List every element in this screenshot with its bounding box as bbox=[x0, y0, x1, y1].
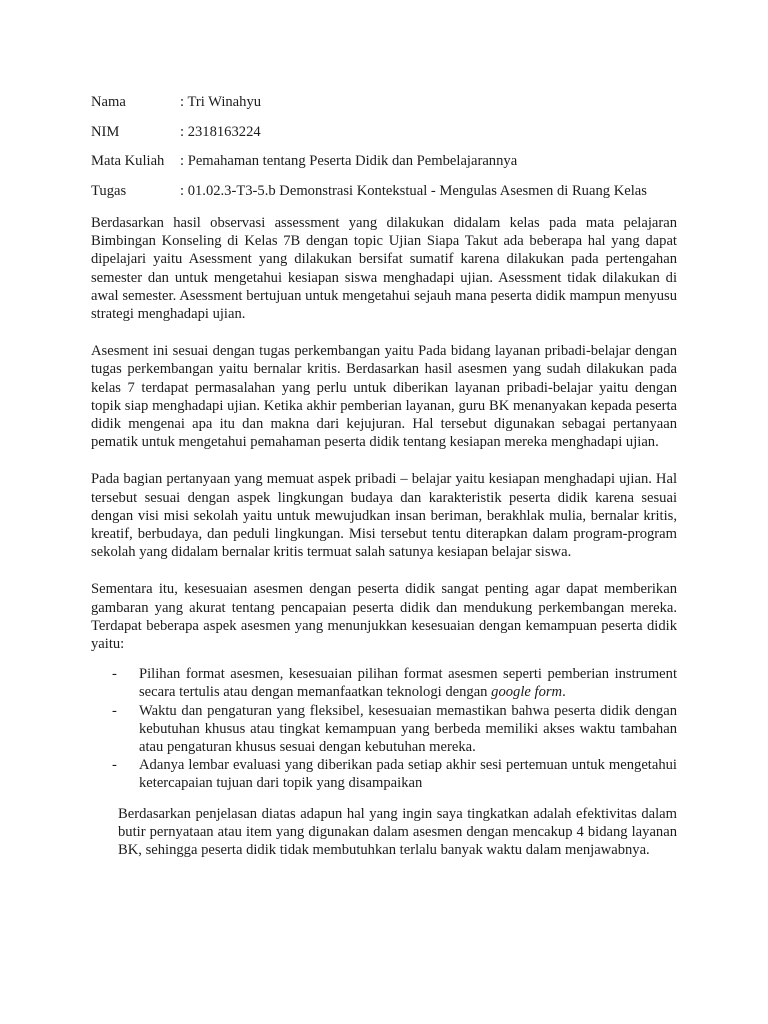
paragraph: Pada bagian pertanyaan yang memuat aspek pribadi – belajar yaitu kesiapan menghadapi ujian. Hal tersebut sesuai dengan aspek lingkungan budaya dan karakteristik peserta didik karena sesuai dengan visi misi sekolah yaitu untuk mewujudkan insan beriman, berakhlak mulia, bernalar kritis, kreatif, berbudaya, dan peduli lingkungan. Misi tersebut tentu diterapkan dalam program-program sekolah yang didalam bernalar kritis termuat salah satunya kesiapan belajar siswa. bbox=[91, 471, 677, 561]
list-item bbox=[91, 665, 677, 701]
bullet-list bbox=[91, 665, 677, 792]
bullet-text: Adanya lembar evaluasi yang diberikan pada setiap akhir sesi pertemuan untuk mengetahui ketercapaian tujuan dari topik yang disampaikan bbox=[139, 757, 677, 792]
header-row-nim bbox=[91, 123, 711, 153]
bullet-marker: - bbox=[112, 757, 117, 774]
header-label: Mata Kuliah bbox=[91, 153, 165, 169]
header-label: NIM bbox=[91, 123, 120, 140]
closing-paragraph: Berdasarkan penjelasan diatas adapun hal yang ingin saya tingkatkan adalah efektivitas dalam butir pernyataan atau item yang digunakan dalam asesmen dengan mencakup 4 bidang layanan BK, sehingga peserta didik tidak membutuhkan terlalu banyak waktu dalam menjawabnya. bbox=[118, 805, 677, 859]
identity-header bbox=[91, 93, 711, 211]
header-label: Tugas bbox=[91, 182, 127, 199]
header-label: Nama bbox=[91, 94, 126, 110]
header-value: : 2318163224 bbox=[180, 123, 261, 140]
list-item bbox=[91, 756, 677, 792]
bullet-text-italic: google form bbox=[491, 684, 563, 701]
bullet-text bbox=[139, 665, 677, 701]
bullet-marker: - bbox=[112, 666, 117, 683]
paragraph: Sementara itu, kesesuaian asesmen dengan peserta didik sangat penting agar dapat memberikan gambaran yang akurat tentang pencapaian peserta didik dan mendukung perkembangan mereka. Terdapat beberapa aspek asesmen yang menunjukkan kesesuaian dengan kemampuan peserta didik yaitu: bbox=[91, 581, 677, 653]
header-value: : 01.02.3-T3-5.b Demonstrasi Kontekstual - Mengulas Asesmen di Ruang Kelas bbox=[180, 182, 647, 199]
header-row-mata-kuliah bbox=[91, 152, 711, 182]
header-value: : Pemahaman tentang Peserta Didik dan Pembelajarannya bbox=[180, 153, 518, 169]
bullet-text-after: . bbox=[562, 684, 566, 701]
bullet-marker: - bbox=[112, 702, 117, 719]
document-body bbox=[91, 214, 677, 859]
paragraph: Asesment ini sesuai dengan tugas perkembangan yaitu Pada bidang layanan pribadi-belajar dengan tugas perkembangan yaitu bernalar kritis. Berdasarkan hasil asesmen yang sudah dilakukan pada kelas 7 terdapat permasalahan yang perlu untuk diberikan layanan pribadi-belajar yaitu dengan topik siap menghadapi ujian. Ketika akhir pemberian layanan, guru BK menanyakan kepada peserta didik mengenai apa itu dan makna dari kejujuran. Hal tersebut digunakan sebagai pertanyaan pematik untuk mengetahui pemahaman peserta didik tentang kesiapan mereka menghadapi ujian. bbox=[91, 343, 677, 451]
header-row-tugas bbox=[91, 182, 711, 212]
bullet-text: Waktu dan pengaturan yang fleksibel, kesesuaian memastikan bahwa peserta didik dengan kebutuhan khusus atau tingkat kemampuan yang berbeda memiliki akses waktu tambahan atau pengaturan khusus sesuai dengan kebutuhan mereka. bbox=[139, 702, 677, 756]
list-item bbox=[91, 702, 677, 757]
header-value: : Tri Winahyu bbox=[180, 94, 262, 110]
bullet-text-main: Pilihan format asesmen, kesesuaian pilihan format asesmen seperti pemberian instrument secara tertulis atau dengan memanfaatkan teknologi dengan bbox=[139, 666, 677, 701]
header-row-nama bbox=[91, 93, 711, 123]
paragraph: Berdasarkan hasil observasi assessment yang dilakukan didalam kelas pada mata pelajaran Bimbingan Konseling di Kelas 7B dengan topic Ujian Siapa Takut ada beberapa hal yang dapat dipelajari yaitu Asessment yang dilakukan bersifat sumatif karena dilakukan pada pertengahan semester dan untuk mengetahui kesiapan siswa menghadapi ujian. Asessment tidak dilakukan di awal semester. Asessment bertujuan untuk mengetahui sejauh mana peserta didik mampun menyusu strategi menghadapi ujian. bbox=[91, 215, 677, 323]
